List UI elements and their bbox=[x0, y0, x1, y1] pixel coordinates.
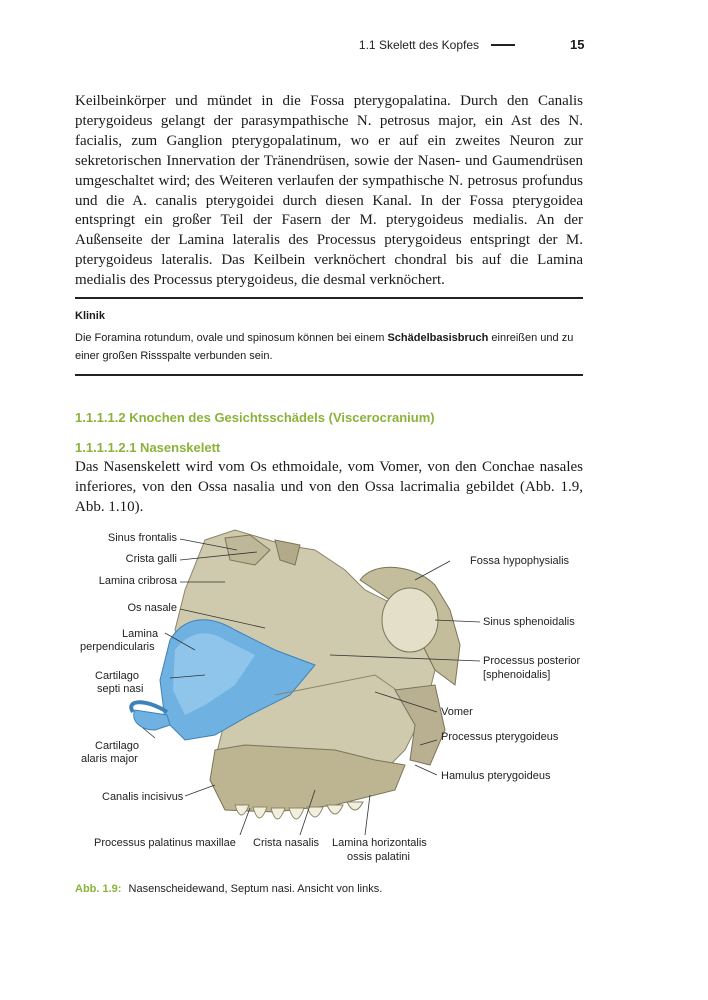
header-section: 1.1 Skelett des Kopfes bbox=[358, 38, 479, 52]
label-crista-nasalis: Crista nasalis bbox=[253, 837, 320, 849]
body-paragraph: Keilbeinkörper und mündet in die Fossa pterygopalatina. Durch den Canalis pterygoideus gelangt der parasympathische N. petrosus major, ein Ast des N. facialis, zum Ganglion pterygopalatinum, wo er auf ein zweites Neuron zur sekretorischen Innervation der Tränendrüsen, sowie der Nasen- und Gaumendrüsen umgeschaltet wird; des Weiteren verlaufen der sympathische N. petrosus profundus und die A. canalis pterygoidei durch diesen Kanal. In der Fossa pterygoidea entspringt ein großer Teil der Fasern der M. pterygoideus medialis. An der Außenseite der Lamina lateralis des Processus pterygoideus entspringt der M. pterygoideus lateralis. Das Keilbein verknöchert chondral bis auf die Lamina medialis des Processus pterygoideus, die desmal verknöchert. bbox=[75, 93, 583, 289]
septum-illustration bbox=[75, 520, 595, 875]
label-canalis-incisivus: Canalis incisivus bbox=[102, 791, 184, 803]
running-header bbox=[359, 38, 525, 52]
klinik-text-start: Die Foramina rotundum, ovale und spinosum können bei einem bbox=[75, 332, 388, 344]
label-sinus-sphenoidalis: Sinus sphenoidalis bbox=[483, 616, 575, 628]
label-hamulus-pterygoideus: Hamulus pterygoideus bbox=[441, 770, 551, 782]
label-crista-galli: Crista galli bbox=[125, 553, 177, 565]
nasenskelett-paragraph: Das Nasenskelett wird vom Os ethmoidale, vom Vomer, von den Conchae nasales inferiores, von den Ossa nasalia und von den Ossa lacrimalia gebildet (Abb. 1.9, Abb. 1.10). bbox=[75, 459, 583, 515]
label-vomer: Vomer bbox=[441, 706, 473, 718]
label-fossa-hypophysialis: Fossa hypophysialis bbox=[470, 555, 570, 567]
heading-viscerocranium: 1.1.1.1.2 Knochen des Gesichtsschädels (Viscerocranium) bbox=[75, 410, 435, 425]
label-lamina-cribrosa: Lamina cribrosa bbox=[98, 575, 177, 587]
label-lamina-perpendicularis-1: Lamina bbox=[122, 628, 159, 640]
heading-nasenskelett: 1.1.1.1.2.1 Nasenskelett bbox=[75, 440, 221, 455]
label-processus-posterior-1: Processus posterior bbox=[483, 655, 581, 667]
label-cartilago-septi-1: Cartilago bbox=[95, 670, 140, 682]
klinik-title: Klinik bbox=[75, 310, 105, 322]
label-lamina-horizontalis-2: ossis palatini bbox=[347, 851, 410, 863]
figure-septum-nasi bbox=[75, 520, 595, 875]
label-processus-pterygoideus: Processus pterygoideus bbox=[441, 731, 559, 743]
label-lamina-perpendicularis-2: perpendicularis bbox=[80, 641, 155, 653]
label-cartilago-alaris-1: Cartilago bbox=[95, 740, 140, 752]
label-processus-posterior-2: [sphenoidalis] bbox=[483, 669, 551, 681]
klinik-text bbox=[75, 329, 583, 365]
caption-text: Nasenscheidewand, Septum nasi. Ansicht von links. bbox=[128, 883, 383, 895]
page-number: 15 bbox=[570, 37, 585, 52]
label-cartilago-alaris-2: alaris major bbox=[81, 753, 138, 765]
label-os-nasale: Os nasale bbox=[127, 602, 177, 614]
label-sinus-frontalis: Sinus frontalis bbox=[107, 532, 177, 544]
label-cartilago-septi-2: septi nasi bbox=[97, 683, 144, 695]
klinik-bold-term: Schädelbasisbruch bbox=[387, 332, 489, 344]
figure-caption bbox=[75, 883, 382, 895]
klinik-box bbox=[75, 297, 583, 376]
label-processus-palatinus: Processus palatinus maxillae bbox=[94, 837, 236, 849]
caption-label: Abb. 1.9: bbox=[75, 883, 122, 895]
header-rule bbox=[491, 44, 515, 46]
klinik-text-end: einreißen und zu einer großen Rissspalte verbunden sein. bbox=[75, 332, 574, 362]
label-lamina-horizontalis-1: Lamina horizontalis bbox=[332, 837, 427, 849]
